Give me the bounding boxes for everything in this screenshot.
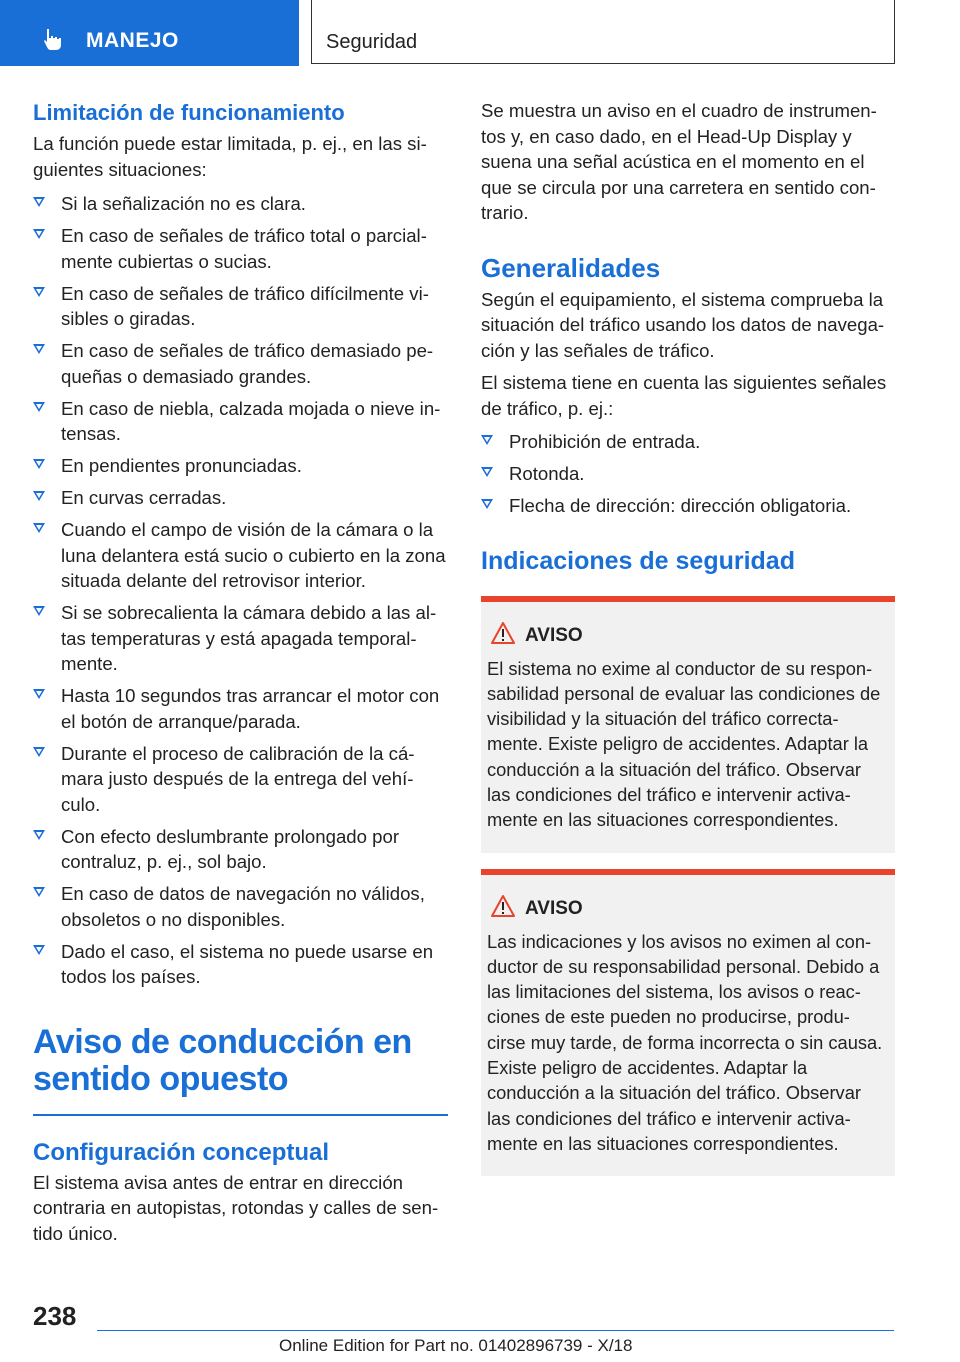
list-item: Si la señalización no es clara. xyxy=(33,191,448,217)
list-item: Con efecto deslumbrante prolongado por contraluz, p. ej., sol bajo. xyxy=(33,824,448,875)
warning-text: Las indicaciones y los avisos no eximen al con-ductor de su responsabilidad personal. Debido a las limitaciones del sistema, los avisos o reac-ciones de este pueden no producirse, produ-cirse muy tarde, de forma incorrecta o sin causa. Existe peligro de accidentes. Adaptar la conducción a la situación del tráfico. Observar las condiciones del tráfico e intervenir activa-mente en las situaciones correspondientes. xyxy=(487,930,883,1154)
bullet-triangle-icon xyxy=(33,887,45,897)
warning-title: AVISO xyxy=(487,624,887,648)
list-item: Hasta 10 segundos tras arrancar el motor con el botón de arranque/parada. xyxy=(33,683,448,734)
right-column xyxy=(481,98,895,1176)
generalidades-p1: Según el equipamiento, el sistema comprueba la situación del tráfico usando los datos de navega-ción y las señales de tráfico. xyxy=(481,288,885,361)
bullet-triangle-icon xyxy=(33,197,45,207)
bullet-triangle-icon xyxy=(33,402,45,412)
list-item: Dado el caso, el sistema no puede usarse en todos los países. xyxy=(33,939,448,990)
bullet-triangle-icon xyxy=(33,344,45,354)
heading-divider xyxy=(33,1114,448,1116)
list-item: En curvas cerradas. xyxy=(33,485,448,511)
list-item: Si se sobrecalienta la cámara debido a las al-tas temperaturas y está apagada temporal-mente. xyxy=(33,600,448,677)
bullet-triangle-icon xyxy=(481,499,493,509)
bullet-triangle-icon xyxy=(33,747,45,757)
bullet-triangle-icon xyxy=(33,689,45,699)
limitacion-intro: La función puede estar limitada, p. ej., en las si-guientes situaciones: xyxy=(33,133,427,180)
warning-triangle-icon xyxy=(490,894,516,918)
aviso-conduccion-heading: Aviso de conducción en sentido opuesto xyxy=(33,1022,412,1098)
bullet-triangle-icon xyxy=(33,229,45,239)
warning-box xyxy=(481,596,895,853)
list-item: Cuando el campo de visión de la cámara o la luna delantera está sucio o cubierto en la zona situada delante del retrovisor interior. xyxy=(33,517,448,594)
limitacion-list xyxy=(33,191,448,990)
chapter-header xyxy=(311,0,895,64)
limitacion-heading: Limitación de funcionamiento xyxy=(33,100,345,125)
footer-divider xyxy=(97,1330,894,1331)
bullet-triangle-icon xyxy=(33,606,45,616)
warning-box xyxy=(481,869,895,1177)
generalidades-p2: El sistema tiene en cuenta las siguientes señales de tráfico, p. ej.: xyxy=(481,372,887,419)
bullet-triangle-icon xyxy=(33,945,45,955)
bullet-triangle-icon xyxy=(33,459,45,469)
bullet-triangle-icon xyxy=(33,523,45,533)
bullet-triangle-icon xyxy=(33,287,45,297)
left-column xyxy=(33,98,448,1246)
configuracion-heading: Configuración conceptual xyxy=(33,1138,330,1166)
section-title: MANEJO xyxy=(86,29,179,52)
hand-pointer-icon xyxy=(40,26,66,52)
list-item: Flecha de dirección: dirección obligatoria. xyxy=(481,493,895,519)
list-item: En caso de señales de tráfico difícilmente vi-sibles o giradas. xyxy=(33,281,448,332)
configuracion-text: El sistema avisa antes de entrar en dirección contraria en autopistas, rotondas y calles de sen-tido único. xyxy=(33,1171,439,1244)
bullet-triangle-icon xyxy=(481,435,493,445)
edition-text: Online Edition for Part no. 01402896739 - X/18 xyxy=(279,1336,633,1355)
list-item: En caso de datos de navegación no válidos, obsoletos o no disponibles. xyxy=(33,881,448,932)
indicaciones-heading: Indicaciones de seguridad xyxy=(481,546,795,575)
continuation-text: Se muestra un aviso en el cuadro de instrumen-tos y, en caso dado, en el Head-Up Display y suena una señal acústica en el momento en el que se circula por una carretera en sentido con-trario. xyxy=(481,100,877,223)
section-tab xyxy=(0,0,299,66)
generalidades-heading: Generalidades xyxy=(481,252,661,283)
warning-title: AVISO xyxy=(487,897,887,921)
page-number: 238 xyxy=(33,1301,77,1331)
bullet-triangle-icon xyxy=(33,830,45,840)
bullet-triangle-icon xyxy=(33,491,45,501)
bullet-triangle-icon xyxy=(481,467,493,477)
list-item: Prohibición de entrada. xyxy=(481,429,895,455)
list-item: Rotonda. xyxy=(481,461,895,487)
chapter-title: Seguridad xyxy=(326,31,418,53)
list-item: Durante el proceso de calibración de la cá-mara justo después de la entrega del vehí-culo. xyxy=(33,741,448,818)
list-item: En caso de niebla, calzada mojada o nieve in-tensas. xyxy=(33,396,448,447)
warning-text: El sistema no exime al conductor de su respon-sabilidad personal de evaluar las condiciones de visibilidad y la situación del tráfico correcta-mente. Existe peligro de accidentes. Adaptar la conducción a la situación del tráfico. Observar las condiciones del tráfico e intervenir activa-mente en las situaciones correspondientes. xyxy=(487,657,881,831)
list-item: En pendientes pronunciadas. xyxy=(33,453,448,479)
warning-triangle-icon xyxy=(490,621,516,645)
list-item: En caso de señales de tráfico total o parcial-mente cubiertas o sucias. xyxy=(33,223,448,274)
list-item: En caso de señales de tráfico demasiado pe-queñas o demasiado grandes. xyxy=(33,338,448,389)
generalidades-list xyxy=(481,429,895,519)
